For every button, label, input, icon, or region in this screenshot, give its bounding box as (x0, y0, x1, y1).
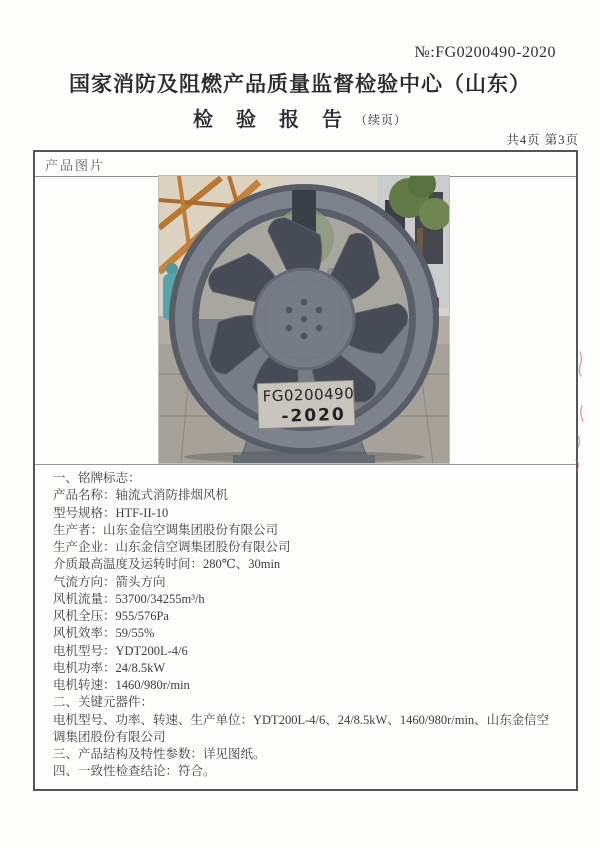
text-line: 风机流量：53700/34255m³/h (53, 591, 205, 606)
report-number: №:FG0200490-2020 (414, 44, 556, 61)
text-line: 生产者：山东金信空调集团股份有限公司 (53, 522, 279, 537)
text-line: 二、关键元器件： (53, 695, 154, 710)
fan-hub (254, 269, 354, 369)
sign-text-line1: FG0200490 (262, 384, 355, 406)
fan-photo-illustration (159, 176, 449, 463)
inspection-center-title: 国家消防及阻燃产品质量监督检验中心（山东） (69, 72, 531, 96)
text-line: 电机型号、功率、转速、生产单位：YDT200L-4/6、24/8.5kW、1460/980r/min、山东金信空调集团股份有限公司 (53, 712, 550, 744)
sign-text-line2: -2020 (281, 404, 347, 427)
red-margin-marks (570, 348, 594, 478)
sample-sign-plate (257, 380, 355, 428)
nameplate-text-section (35, 464, 576, 781)
text-line: 一、铭牌标志： (53, 471, 141, 485)
report-title-suffix: （续页） (354, 113, 407, 127)
text-line: 风机全压：955/576Pa (53, 609, 169, 623)
report-title: 检 验 报 告 (192, 109, 351, 131)
text-line: 电机功率：24/8.5kW (53, 660, 166, 675)
product-photo (159, 176, 449, 463)
page-indicator: 共4页 第3页 (506, 133, 579, 147)
product-image-label: 产品图片 (35, 152, 576, 177)
text-line: 介质最高温度及运转时间：280℃、30min (53, 557, 281, 572)
text-line: 气流方向：箭头方向 (53, 574, 166, 589)
text-line: 电机型号：YDT200L-4/6 (53, 643, 188, 658)
text-line: 电机转速：1460/980r/min (53, 678, 190, 692)
product-image-box (33, 150, 578, 791)
fan-base-plate (233, 455, 375, 463)
text-line: 型号规格：HTF-II-10 (53, 505, 169, 520)
text-line: 四、一致性检查结论：符合。 (53, 764, 216, 779)
text-line: 产品名称：轴流式消防排烟风机 (53, 488, 229, 503)
text-line: 生产企业：山东金信空调集团股份有限公司 (53, 540, 291, 554)
text-line: 三、产品结构及特性参数：详见图纸。 (53, 747, 266, 761)
text-line: 风机效率：59/55% (53, 626, 155, 641)
report-title-row (0, 103, 600, 132)
